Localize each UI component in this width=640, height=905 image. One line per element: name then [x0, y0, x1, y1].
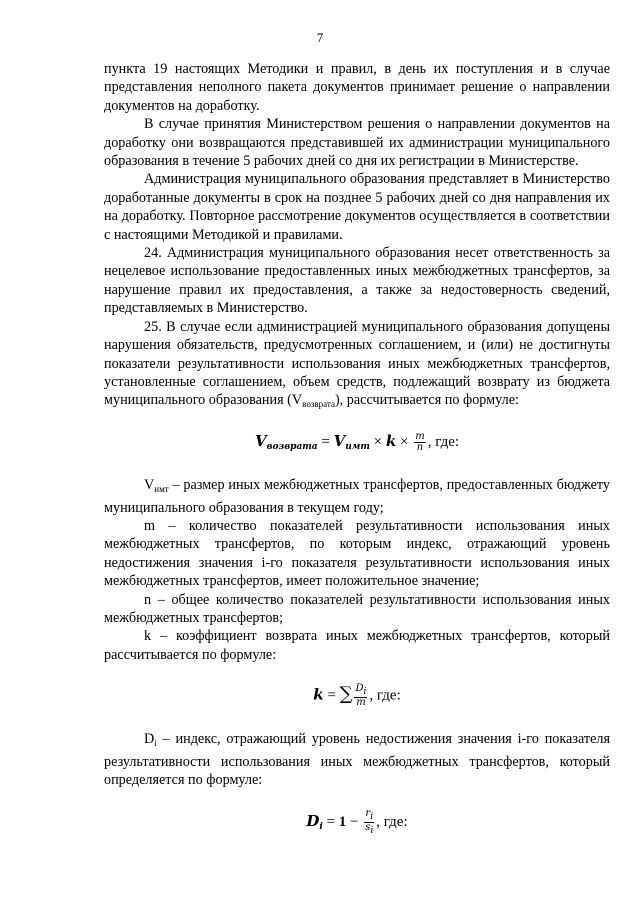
formula-1-numerator: m — [415, 430, 425, 442]
formula-3-denominator-symbol: s — [365, 822, 371, 834]
formula-3-numerator-symbol: r — [365, 808, 371, 820]
formula-1-v: V — [333, 431, 346, 450]
formula-3-tail: , где: — [376, 814, 408, 831]
paragraph-di-symbol: D — [144, 731, 155, 748]
formula-return-volume — [104, 432, 610, 456]
formula-3-fraction — [364, 809, 374, 836]
formula-2-numerator-sub: i — [363, 687, 367, 698]
formula-3-eq: = — [322, 814, 339, 831]
formula-2-numerator — [354, 684, 367, 698]
formula-1-denominator: n — [416, 441, 424, 453]
formula-2-eq: = — [323, 687, 340, 704]
formula-2-sigma: ∑ — [339, 683, 353, 705]
formula-1-lhs: V — [254, 431, 267, 450]
paragraph-vimt — [104, 476, 610, 517]
formula-1-times-1: × — [369, 433, 386, 450]
paragraph-k: k – коэффициент возврата иных межбюджетных трансфертов, который рассчитывается по формуле: — [104, 628, 610, 663]
formula-coefficient-k — [104, 684, 610, 708]
paragraph-vimt-text: – размер иных межбюджетных трансфертов, предоставленных бюджету муниципального образования в текущем году; — [104, 477, 610, 516]
document-body — [104, 60, 610, 837]
paragraph-2: В случае принятия Министерством решения о направлении документов на доработку они возвращаются представившей их администрации муниципального образования в течение 5 рабочих дней со дня их регистрации в Министерстве. — [104, 116, 610, 170]
paragraph-di — [104, 730, 610, 789]
paragraph-25-subscript: возврата — [302, 399, 335, 410]
formula-3-one: 1 — [338, 814, 347, 831]
formula-1-v-sub: имт — [345, 441, 370, 452]
paragraph-vimt-subscript: имт — [154, 484, 169, 495]
formula-3-numerator — [364, 809, 374, 823]
paragraph-25 — [104, 318, 610, 414]
formula-3-lhs-sub: i — [319, 822, 323, 833]
formula-1-k: k — [385, 431, 397, 450]
formula-3-minus: − — [346, 814, 363, 831]
formula-3-numerator-sub: i — [370, 812, 374, 823]
paragraph-25-end: ), рассчитывается по формуле: — [334, 392, 519, 409]
formula-1-tail: , где: — [427, 433, 460, 450]
formula-3-denominator-sub: i — [370, 826, 374, 837]
paragraph-di-subscript: i — [154, 738, 157, 749]
paragraph-24: 24. Администрация муниципального образования несет ответственность за нецелевое использование предоставленных иных межбюджетных трансфертов, за нарушение правил их предоставления, а также за недостоверность сведений, представляемых в Министерство. — [104, 245, 610, 317]
paragraph-1: пункта 19 настоящих Методики и правил, в день их поступления и в случае представления неполного пакета документов принимает решение о направлении документов на доработку. — [104, 61, 610, 114]
formula-2-lhs: k — [313, 685, 324, 704]
formula-index-di — [104, 809, 610, 836]
paragraph-25-text: 25. В случае если администрацией муниципального образования допущены нарушения обязательств, предусмотренных соглашением, и (или) не достигнуты показатели результативности использования иных межбюджетных трансфертов, установленные соглашением, объем средств, подлежащий возврату из бюджета муниципального образования (V — [104, 318, 610, 409]
formula-3-denominator — [364, 823, 374, 836]
paragraph-m: m – количество показателей результативности использования иных межбюджетных трансфертов, по которым индекс, отражающий уровень недостижения значения i-го показателя результативности использования иных межбюджетных трансфертов, имеет положительное значение; — [104, 517, 610, 590]
formula-3-lhs: D — [306, 812, 320, 831]
paragraph-vimt-symbol: V — [144, 477, 155, 494]
page-number: 7 — [316, 30, 324, 45]
formula-1-lhs-sub: возврата — [266, 441, 318, 452]
formula-2-denominator: m — [356, 697, 366, 709]
formula-2-numerator-symbol: D — [355, 683, 364, 695]
formula-2-fraction — [354, 684, 367, 708]
formula-2-tail: , где: — [369, 687, 401, 704]
formula-1-times-2: × — [396, 433, 413, 450]
paragraph-3: Администрация муниципального образования представляет в Министерство доработанные документы в срок на позднее 5 рабочих дней со дня направления их на доработку. Повторное рассмотрение документов осуществляется в соответствии с настоящими Методикой и правилами. — [104, 171, 610, 243]
formula-1-fraction — [414, 432, 425, 453]
paragraph-n: n – общее количество показателей результативности использования иных межбюджетных трансфертов; — [104, 591, 610, 626]
paragraph-di-text: – индекс, отражающий уровень недостижения значения i-го показателя результативности использования иных межбюджетных трансфертов, который определяется по формуле: — [104, 731, 610, 788]
formula-1-eq: = — [317, 433, 334, 450]
